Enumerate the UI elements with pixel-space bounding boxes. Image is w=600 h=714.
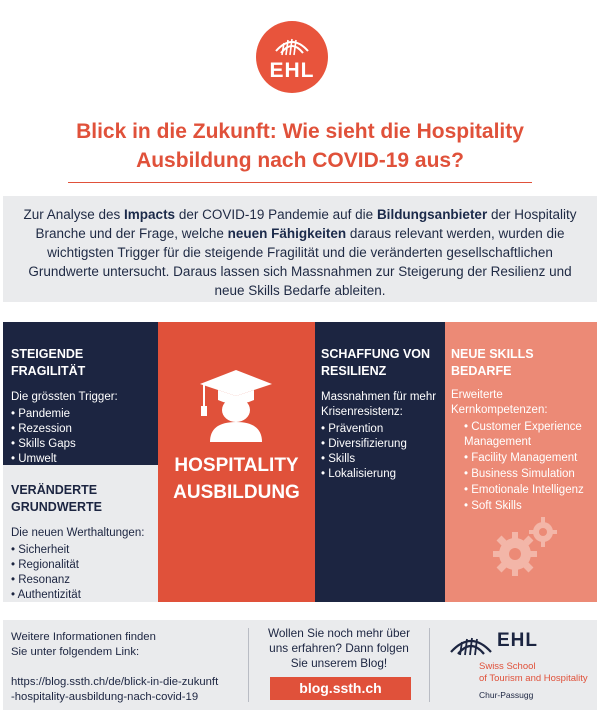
- center-label-line-2: AUSBILDUNG: [173, 482, 300, 503]
- list-item: • Pandemie: [11, 407, 150, 422]
- fragility-sub: Die grössten Trigger:: [11, 391, 118, 403]
- ehl-wordmark: EHL: [497, 630, 538, 651]
- ehl-roof-icon: [449, 628, 493, 656]
- list-item: • Diversifizierung: [321, 437, 439, 452]
- resilience-sub: Massnahmen für mehr Krisenresistenz:: [321, 391, 437, 418]
- footer-blog-line: uns erfahren? Dann folgen: [269, 641, 409, 655]
- intro-bold: Impacts: [124, 207, 176, 222]
- list-item: • Skills Gaps: [11, 437, 150, 452]
- list-item: • Resonanz: [11, 573, 150, 588]
- list-item: • Prävention: [321, 422, 439, 437]
- blog-button[interactable]: blog.ssth.ch: [270, 677, 411, 700]
- values-box: [3, 465, 158, 602]
- list-item: • Facility Management: [464, 451, 591, 466]
- footer-link[interactable]: [11, 675, 251, 705]
- resilience-heading: SCHAFFUNG VON RESILIENZ: [321, 347, 431, 378]
- center-label: [158, 452, 315, 506]
- footer-blog-text: [253, 626, 425, 671]
- list-item: • Rezession: [11, 422, 150, 437]
- page-title: [40, 117, 560, 175]
- values-heading-1: VERÄNDERTE: [11, 483, 98, 497]
- school-name-line: of Tourism and Hospitality: [479, 673, 588, 684]
- intro-part: der COVID-19 Pandemie auf die: [175, 207, 377, 222]
- footer-link-line[interactable]: -hospitality-ausbildung-nach-covid-19: [11, 691, 199, 703]
- title-line-2: Ausbildung nach COVID-19 aus?: [136, 149, 464, 172]
- list-item: • Soft Skills: [464, 499, 591, 514]
- fragility-list: [11, 407, 150, 467]
- footer-blog-line: Sie unserem Blog!: [290, 656, 388, 670]
- intro-bold: neuen Fähigkeiten: [227, 226, 347, 241]
- intro-text: [3, 196, 597, 302]
- skills-heading: NEUE SKILLS BEDARFE: [451, 347, 534, 378]
- ehl-roof-logo: [274, 29, 310, 57]
- intro-part: daraus relevant werden, wurden die wichtigsten Trigger für die steigende Fragilität und die veränderten gesellschaftlichen Grundwerte untersucht. Daraus lassen sich Massnahmen zur Steigerung der Resilienz und neue Skills Bedarfe ableiten.: [28, 226, 572, 298]
- intro-part: Zur Analyse des: [23, 207, 125, 222]
- logo-text: EHL: [269, 59, 315, 82]
- list-item: • Lokalisierung: [321, 467, 439, 482]
- gears-icon: [485, 512, 565, 582]
- list-item: • Emotionale Intelligenz: [464, 483, 591, 498]
- list-item: • Regionalität: [11, 558, 150, 573]
- values-heading-2: GRUNDWERTE: [11, 500, 102, 514]
- graduate-icon: [196, 362, 276, 442]
- intro-part: der Hospitality Branche und der Frage, welche: [35, 207, 577, 241]
- resilience-box: [315, 322, 445, 602]
- skills-sub: Erweiterte Kernkompetenzen:: [451, 389, 548, 416]
- fragility-box: [3, 322, 158, 465]
- footer-info-line: Weitere Informationen finden: [11, 631, 156, 643]
- hospitality-center: [158, 322, 315, 602]
- list-item: • Umwelt: [11, 452, 150, 467]
- values-list: [11, 543, 150, 603]
- footer-divider: [248, 628, 249, 702]
- resilience-list: [321, 422, 439, 482]
- school-name: [479, 661, 600, 685]
- intro-bold: Bildungsanbieter: [376, 207, 488, 222]
- list-item: • Customer Experience Management: [464, 420, 591, 450]
- school-name-line: Swiss School: [479, 661, 536, 672]
- list-item: • Sicherheit: [11, 543, 150, 558]
- footer: [3, 620, 597, 710]
- ehl-logo: [256, 21, 328, 93]
- campus-name: Chur-Passugg: [479, 690, 534, 700]
- footer-info-line: Sie unter folgendem Link:: [11, 646, 140, 658]
- footer-link-line[interactable]: https://blog.ssth.ch/de/blick-in-die-zukunft: [11, 676, 219, 688]
- skills-box: [445, 322, 597, 602]
- center-label-line-1: HOSPITALITY: [174, 455, 299, 476]
- title-divider: [68, 182, 532, 183]
- footer-divider: [429, 628, 430, 702]
- list-item: • Skills: [321, 452, 439, 467]
- fragility-heading: STEIGENDE FRAGILITÄT: [11, 347, 86, 378]
- list-item: • Authentizität: [11, 588, 150, 603]
- title-line-1: Blick in die Zukunft: Wie sieht die Hospitality: [76, 120, 524, 143]
- footer-blog-line: Wollen Sie noch mehr über: [267, 626, 411, 640]
- list-item: • Business Simulation: [464, 467, 591, 482]
- skills-list: [464, 420, 591, 514]
- footer-info: [11, 630, 251, 705]
- values-sub: Die neuen Werthaltungen:: [11, 527, 145, 539]
